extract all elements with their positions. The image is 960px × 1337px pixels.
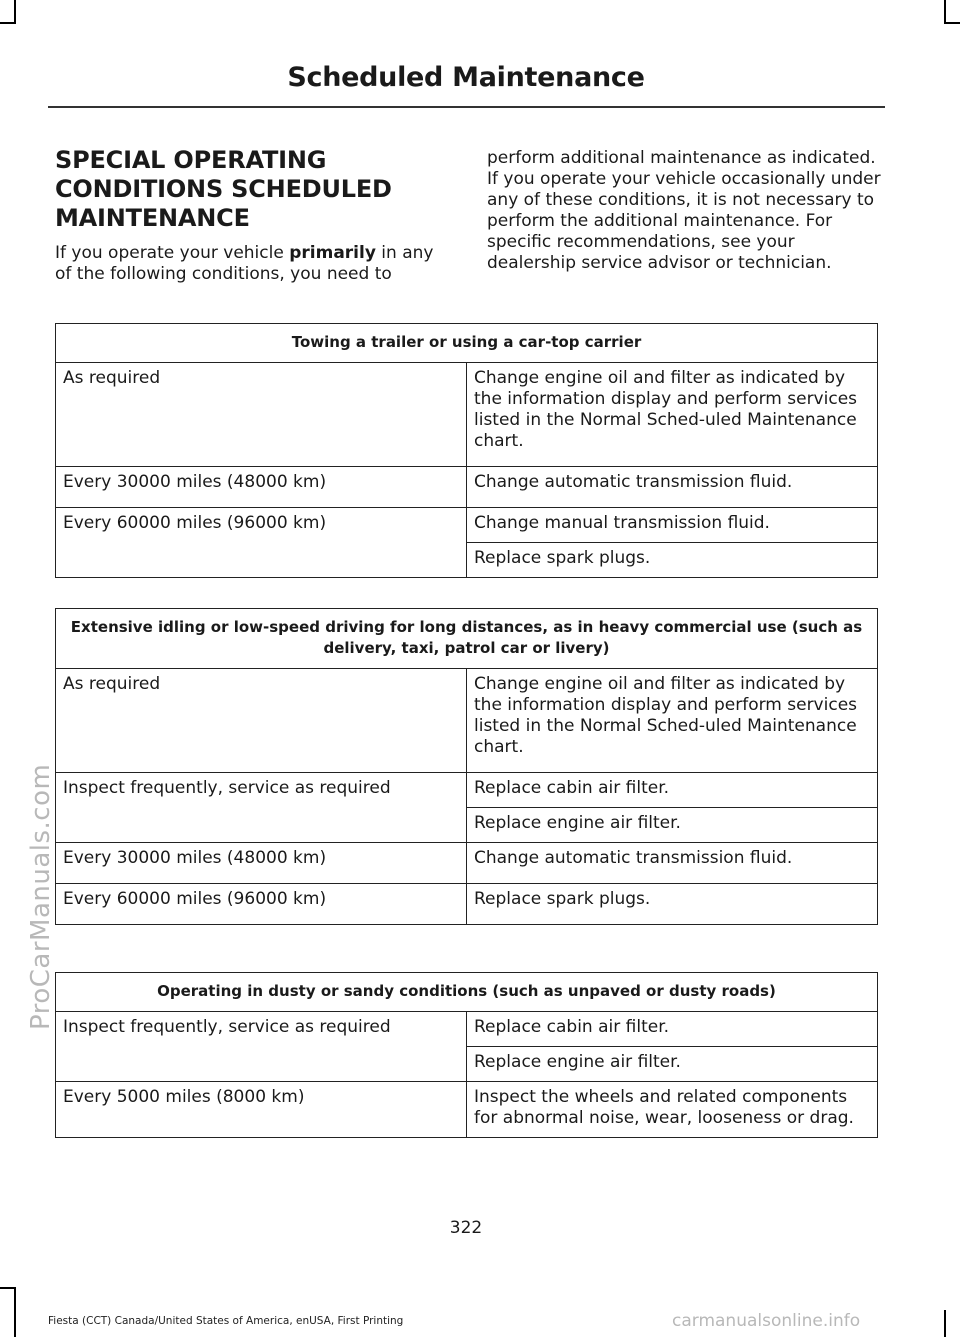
table-row (56, 884, 878, 925)
crop-mark (14, 0, 16, 24)
intro-paragraph (55, 243, 455, 285)
service-cell: Change automatic transmission fluid. (467, 843, 878, 884)
service-cell: Replace spark plugs. (467, 884, 878, 925)
table-title: Towing a trailer or using a car-top carrier (56, 324, 878, 363)
service-cell: Replace cabin air filter. (467, 1012, 878, 1047)
interval-cell: Every 5000 miles (8000 km) (56, 1082, 467, 1138)
heading-line: SPECIAL OPERATING (55, 146, 327, 174)
dusty-table (55, 972, 878, 1138)
table-title: Extensive idling or low-speed driving for long distances, as in heavy commercial use (such as delivery, taxi, patrol car or livery) (56, 609, 878, 669)
crop-mark (944, 1310, 946, 1337)
table-row (56, 467, 878, 508)
service-cell: Change engine oil and filter as indicated by the information display and perform services listed in the Normal Sched-uled Maintenance chart. (467, 363, 878, 467)
page-number: 322 (449, 1218, 483, 1238)
crop-mark (944, 0, 946, 24)
interval-cell: Every 60000 miles (96000 km) (56, 884, 467, 925)
crop-mark (944, 22, 960, 24)
footer-text: Fiesta (CCT) Canada/United States of America, enUSA, First Printing (48, 1315, 404, 1327)
table-row (56, 1012, 878, 1047)
intro-text-start: If you operate your vehicle (55, 243, 290, 263)
service-cell: Change automatic transmission fluid. (467, 467, 878, 508)
idling-table (55, 608, 878, 925)
service-cell: Replace engine air filter. (467, 808, 878, 843)
crop-mark (0, 22, 16, 24)
heading-line: MAINTENANCE (55, 204, 250, 232)
service-cell: Replace cabin air filter. (467, 773, 878, 808)
intro-right-column: perform additional maintenance as indicated. If you operate your vehicle occasionally under any of these conditions, it is not necessary to perform the additional maintenance. For specific recommendations, see your dealership service advisor or technician. (487, 148, 881, 273)
header-rule (48, 106, 885, 108)
section-heading (55, 146, 455, 233)
heading-line: CONDITIONS SCHEDULED (55, 175, 392, 203)
table-title: Operating in dusty or sandy conditions (such as unpaved or dusty roads) (56, 973, 878, 1012)
service-cell: Replace engine air filter. (467, 1047, 878, 1082)
interval-cell: Every 30000 miles (48000 km) (56, 467, 467, 508)
table-row (56, 363, 878, 467)
side-watermark: ProCarManuals.com (26, 763, 56, 1030)
intro-emphasis: primarily (289, 243, 376, 263)
intro-left-column (55, 146, 455, 285)
service-cell: Change manual transmission fluid. (467, 508, 878, 543)
crop-mark (14, 1287, 16, 1337)
interval-cell: Inspect frequently, service as required (56, 1012, 467, 1082)
interval-cell: As required (56, 363, 467, 467)
running-header: Scheduled Maintenance (287, 62, 645, 93)
interval-cell: Every 60000 miles (96000 km) (56, 508, 467, 578)
service-cell: Replace spark plugs. (467, 543, 878, 578)
bottom-watermark: carmanualsonline.info (672, 1311, 861, 1331)
intro-text-end: in any of the following conditions, you need to (55, 243, 434, 284)
table-row (56, 669, 878, 773)
service-cell: Inspect the wheels and related components for abnormal noise, wear, looseness or drag. (467, 1082, 878, 1138)
interval-cell: As required (56, 669, 467, 773)
interval-cell: Inspect frequently, service as required (56, 773, 467, 843)
table-row (56, 773, 878, 808)
service-cell: Change engine oil and filter as indicated by the information display and perform services listed in the Normal Sched-uled Maintenance chart. (467, 669, 878, 773)
table-row (56, 1082, 878, 1138)
table-row (56, 508, 878, 543)
interval-cell: Every 30000 miles (48000 km) (56, 843, 467, 884)
crop-mark (0, 1287, 16, 1289)
towing-table (55, 323, 878, 578)
table-row (56, 843, 878, 884)
